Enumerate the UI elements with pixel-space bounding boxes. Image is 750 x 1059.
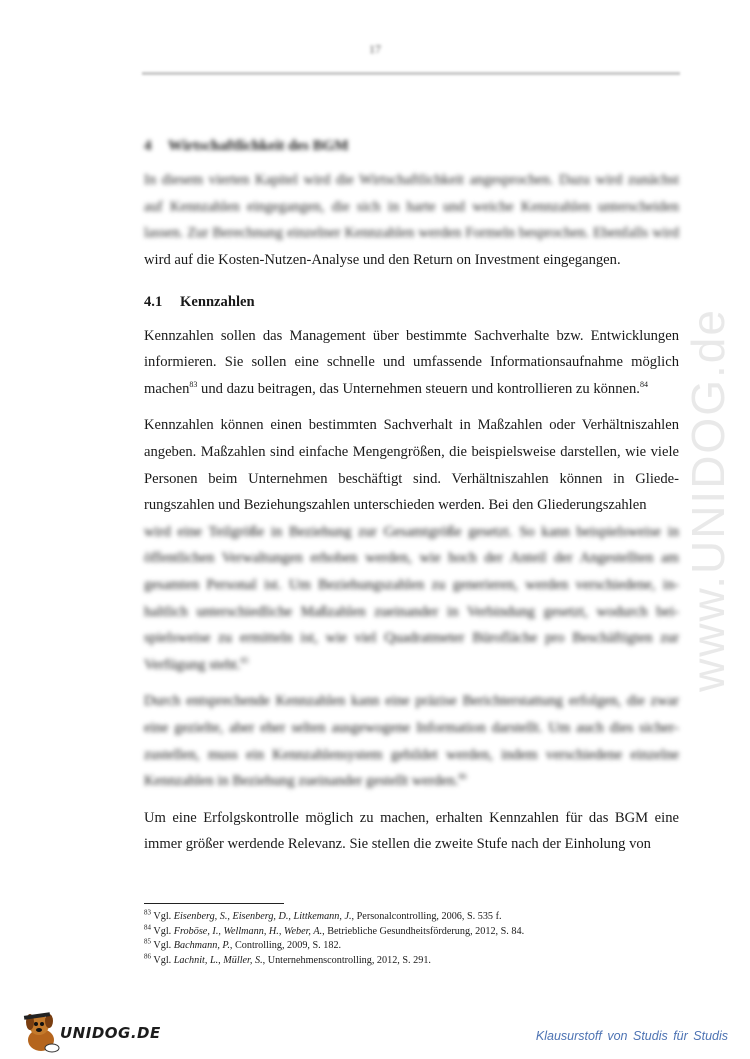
footnote-number: 85 — [144, 937, 151, 946]
footnote-source: , Betriebliche Gesundheitsförderung, 2012, S. 84. — [322, 925, 525, 937]
footnote-ref-85: 85 — [240, 655, 249, 665]
paragraph-3-blurred-text: Durch entsprechende Kennzahlen kann eine präzise Berichterstattung erfolgen, die zwar eine gezielte, aber eher selten ausgewogene Information darstellt. Um auch dies sicherzustellen, muss ein Kennzahlensystem gebildet werden, indem verschiedene einzelne Kennzahlen in Beziehung zueinander gestellt werden. — [144, 693, 679, 790]
footnote-ref-84: 84 — [639, 379, 648, 389]
header-rule — [142, 72, 680, 75]
footnote-authors: Eisenberg, S., Eisenberg, D., Littkemann, J. — [173, 911, 352, 922]
footnotes — [144, 910, 684, 968]
unidog-logo[interactable] — [22, 1010, 162, 1054]
footnote-source: , Controlling, 2009, S. 182. — [229, 940, 342, 951]
chapter-number: 4 — [144, 138, 152, 154]
page-content — [144, 138, 679, 858]
footnote-86 — [144, 954, 684, 969]
footnote-number: 83 — [144, 908, 151, 917]
footnote-authors: Lachnit, L., Müller, S. — [173, 954, 263, 966]
chapter-title: Wirtschaftlichkeit des BGM — [168, 138, 349, 154]
chapter-intro-blurred: In diesem vierten Kapitel wird die Wirtschaftlichkeit angesprochen. Dazu wird zunächst auf Kennzahlen eingegangen, die sich in harte und weiche Kennzahlen unterscheiden lassen. Zur Berechnung einzelner Kennzahlen werden Formeln besprochen. Ebenfalls wird — [144, 172, 679, 242]
footnote-prefix: Vgl. — [153, 911, 174, 922]
paragraph-2-blurred — [144, 519, 679, 679]
section-number: 4.1 — [144, 293, 163, 310]
footnote-ref-86: 86 — [458, 772, 467, 782]
paragraph-3-blurred — [144, 688, 679, 794]
section-heading — [144, 294, 679, 311]
paragraph-1-text-a: Kennzahlen sollen das Management über bestimmte Sachverhalte bzw. Entwicklungen informieren. Sie sollen eine schnelle und umfassende Informationsaufnahme möglich machen — [144, 327, 679, 397]
logo-text: UNIDOG.DE — [60, 1024, 161, 1042]
footnote-source: , Unternehmenscontrolling, 2012, S. 291. — [262, 954, 431, 966]
section-title: Kennzahlen — [180, 293, 255, 310]
footnote-number: 86 — [144, 952, 151, 961]
paragraph-2-blurred-block — [144, 519, 679, 795]
paragraph-1-text-b: und dazu beitragen, das Unternehmen steuern und kontrollieren zu können. — [197, 380, 640, 397]
footnote-authors: Froböse, I., Wellmann, H., Weber, A. — [173, 925, 323, 937]
watermark: www.UNIDOG.de — [682, 308, 734, 692]
footnote-source: , Personalcontrolling, 2006, S. 535 f. — [351, 911, 502, 922]
footnote-number: 84 — [144, 923, 151, 932]
footnote-prefix: Vgl. — [153, 940, 174, 951]
footnote-ref-83: 83 — [189, 379, 198, 389]
footnote-prefix: Vgl. — [153, 954, 174, 966]
footnote-85 — [144, 939, 684, 954]
footnote-84 — [144, 925, 684, 940]
chapter-intro-visible-line: wird auf die Kosten-Nutzen-Analyse und den Return on Investment eingegangen. — [144, 252, 621, 268]
dog-mascot-icon — [22, 1010, 62, 1054]
chapter-heading — [144, 138, 679, 155]
footnote-83 — [144, 910, 684, 925]
paragraph-1 — [144, 323, 679, 403]
tagline: Klausurstoff von Studis für Studis — [535, 1029, 728, 1043]
footnote-separator — [144, 903, 284, 904]
paragraph-2-visible: Kennzahlen können einen bestimmten Sachverhalt in Maßzahlen oder Verhältniszahlen angeben. Maßzahlen sind einfache Mengengrößen, die beispielsweise darstellen, wie viele Personen beim Unternehmen beschäftigt sind. Verhältniszahlen können in Gliederungszahlen und Beziehungszahlen unterschieden werden. Bei den Gliederungszahlen — [144, 417, 679, 514]
footnote-authors: Bachmann, P. — [173, 940, 230, 951]
paragraph-4: Um eine Erfolgskontrolle möglich zu machen, erhalten Kennzahlen für das BGM eine immer größer werdende Relevanz. Sie stellen die zweite Stufe nach der Einholung von — [144, 809, 679, 853]
paragraph-2-blurred-text: wird eine Teilgröße in Beziehung zur Gesamtgröße gesetzt. So kann beispielsweise in öffentlichen Verwaltungen erhoben werden, wie hoch der Anteil der Angestellten am gesamten Personal ist. Um Beziehungszahlen zu generieren, werden verschiedene, inhaltlich unterschiedliche Maßzahlen zueinander in Verbindung gesetzt, wodurch beispielsweise zu ermitteln ist, wie viel Quadratmeter Bürofläche pro Beschäftigten zur Verfügung steht. — [144, 523, 679, 673]
page-number: 17 — [369, 42, 381, 56]
footnote-prefix: Vgl. — [153, 925, 174, 937]
